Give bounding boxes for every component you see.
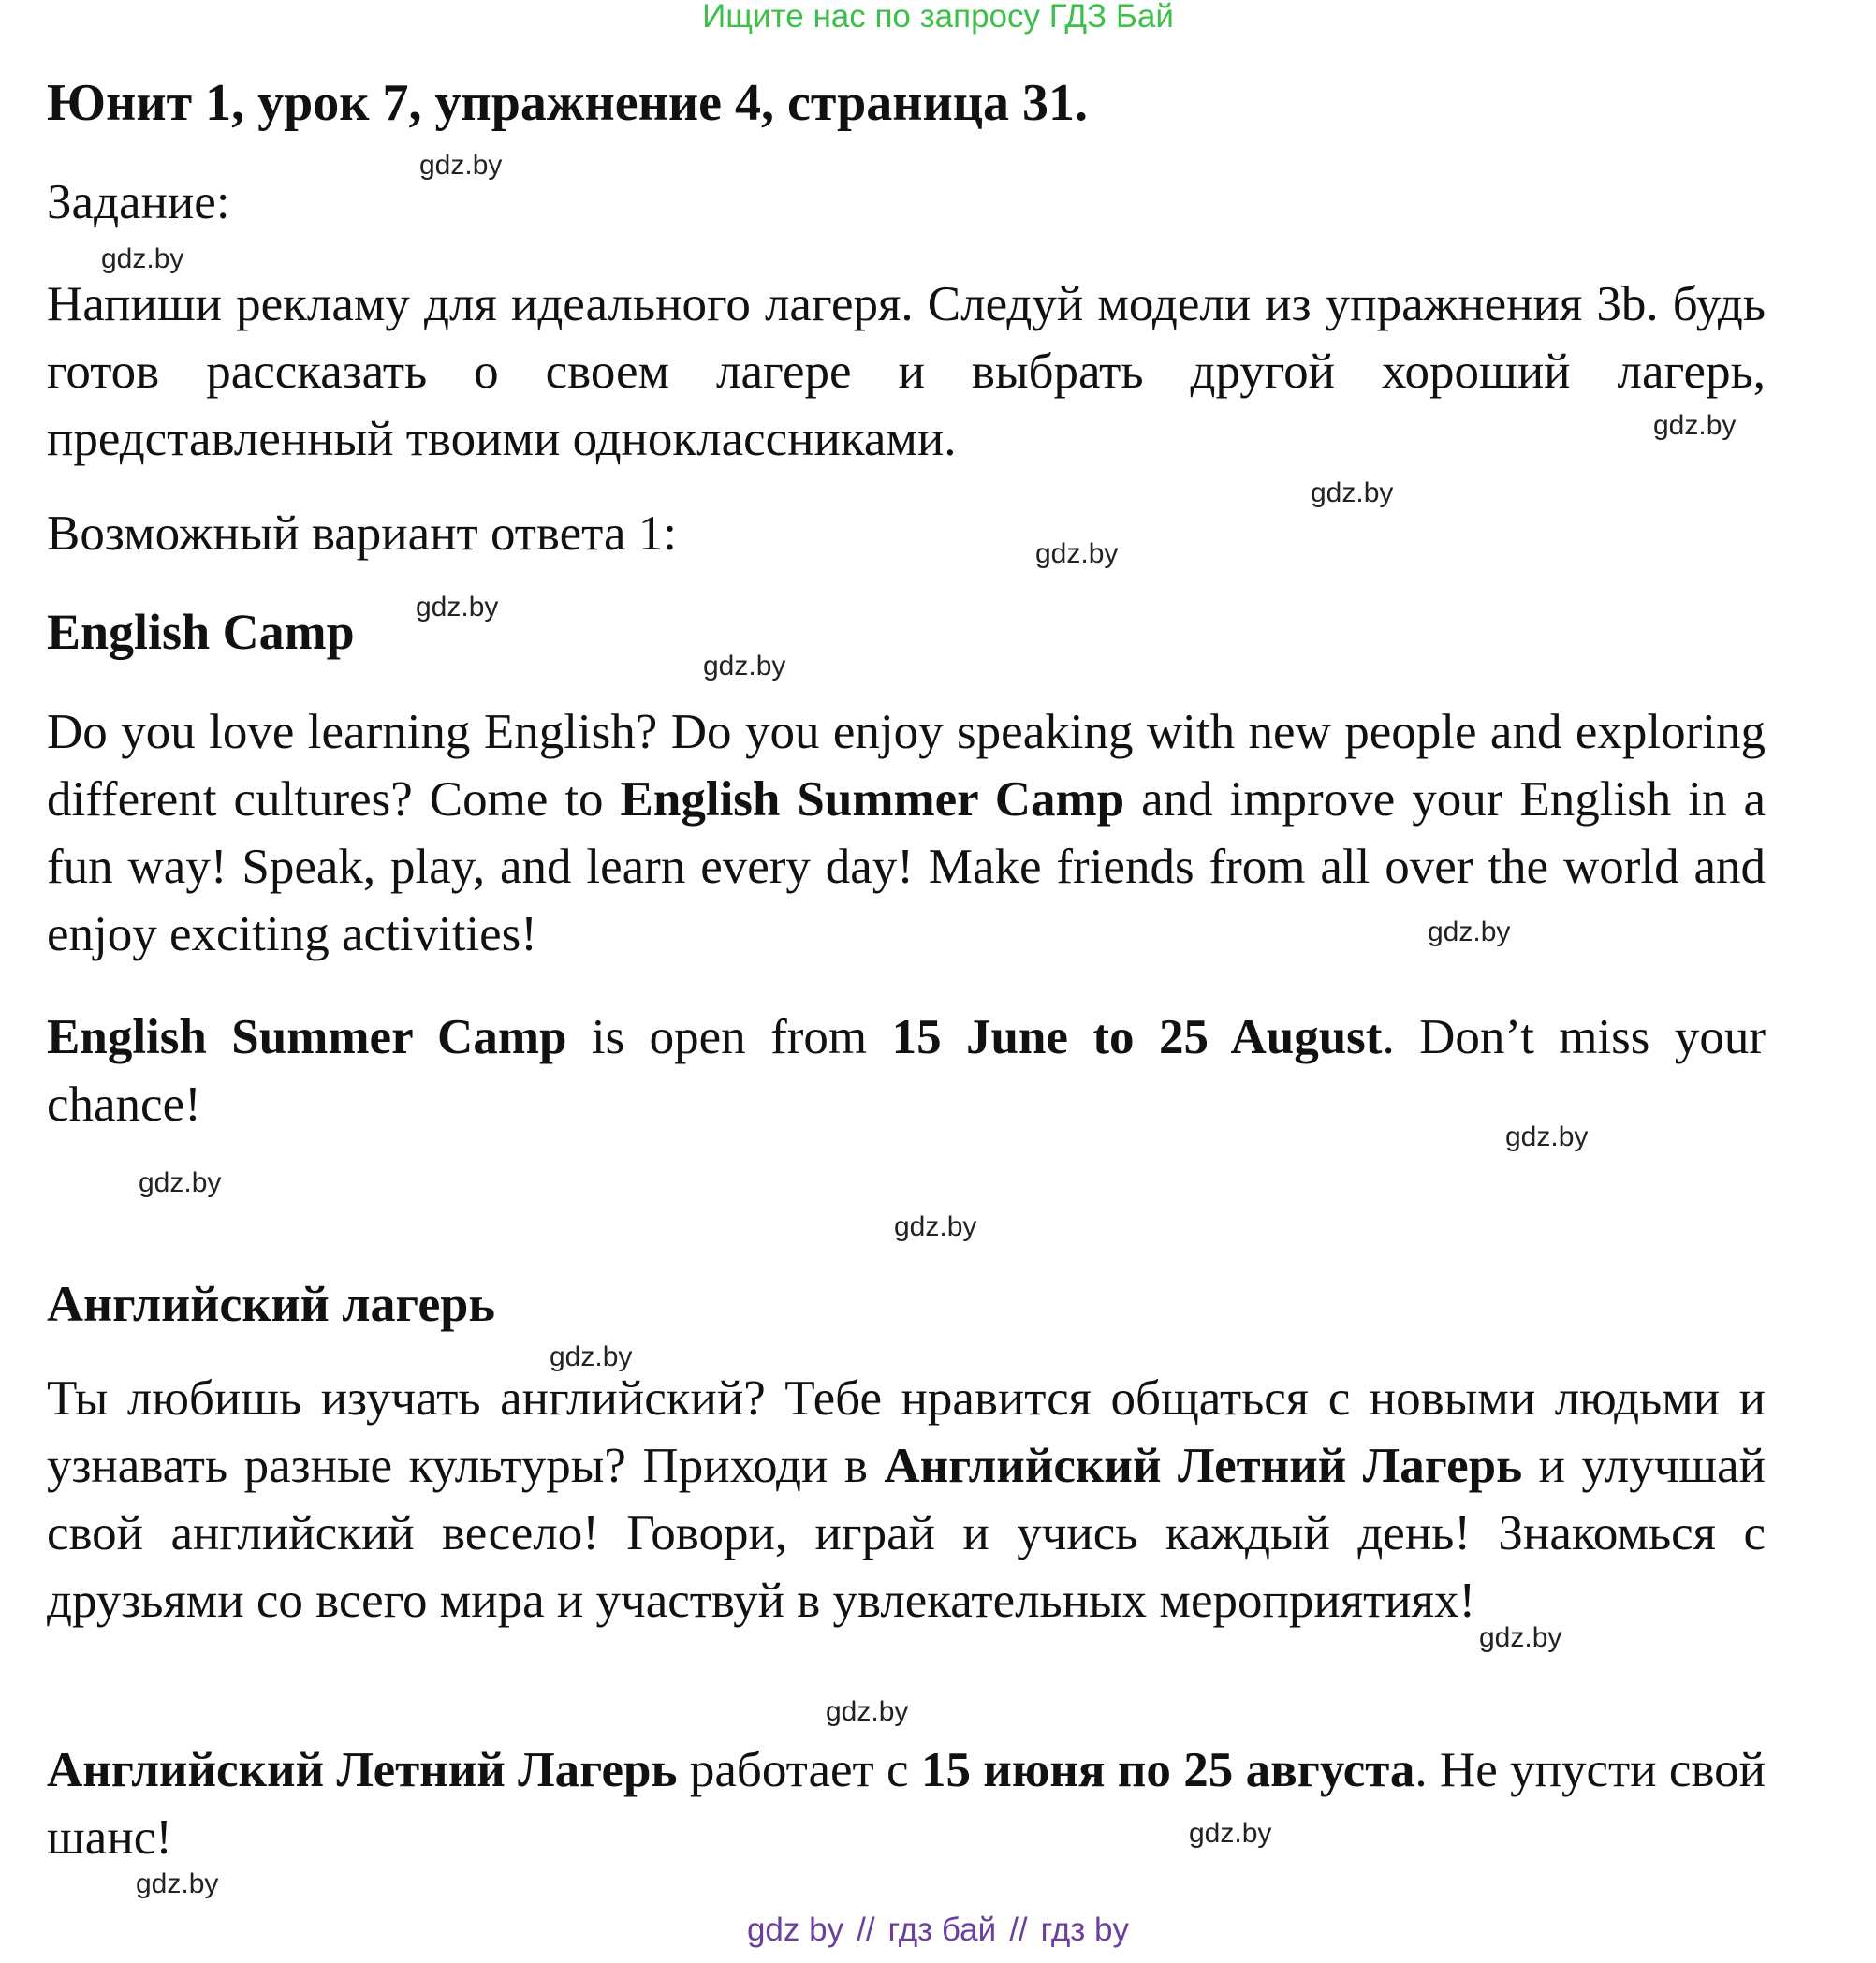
top-banner: Ищите нас по запросу ГДЗ Бай — [702, 0, 1174, 35]
russian-p2-end: . Не упусти свой шанс! — [47, 1743, 1766, 1865]
footer-links — [0, 1910, 1876, 1951]
footer-link-gdz-by-2[interactable]: гдз by — [1040, 1912, 1130, 1948]
watermark: gdz.by — [703, 651, 786, 681]
watermark: gdz.by — [894, 1211, 977, 1242]
watermark: gdz.by — [826, 1696, 909, 1727]
english-p1-start: Do you love learning English? Do you enjoy speaking with new people and exploring different cultures? Come to — [47, 705, 1766, 827]
russian-p1-start: Ты любишь изучать английский? Тебе нравится общаться с новыми людьми и узнавать разные культуры? Приходи в — [47, 1371, 1766, 1493]
english-p1-bold: English Summer Camp — [620, 772, 1125, 827]
russian-p2-bold-2: 15 июня по 25 августа — [920, 1743, 1415, 1797]
footer-link-gdz-bai[interactable]: гдз бай — [887, 1912, 997, 1948]
russian-heading: Английский лагерь — [47, 1276, 495, 1332]
watermark: gdz.by — [1479, 1622, 1562, 1653]
english-p1-end: and improve your English in a fun way! Speak, play, and learn every day! Make friends from all over the world and enjoy exciting activities! — [47, 772, 1766, 961]
watermark: gdz.by — [550, 1341, 633, 1372]
english-p2-mid: is open from — [566, 1010, 892, 1064]
watermark: gdz.by — [1311, 477, 1394, 508]
footer-separator: // — [1009, 1912, 1028, 1948]
russian-p1-bold: Английский Летний Лагерь — [884, 1439, 1523, 1493]
russian-paragraph-1 — [47, 1365, 1766, 1634]
watermark: gdz.by — [139, 1167, 222, 1198]
footer-link-gdz-by[interactable]: gdz by — [746, 1912, 844, 1948]
task-label: Задание: — [47, 175, 230, 229]
watermark: gdz.by — [1505, 1121, 1589, 1152]
russian-p2-bold-1: Английский Летний Лагерь — [47, 1743, 678, 1797]
task-text: Напиши рекламу для идеального лагеря. Следуй модели из упражнения 3b. будь готов рассказать о своем лагере и выбрать другой хороший лагерь, представленный твоими одноклассниками. — [47, 277, 1766, 466]
watermark: gdz.by — [416, 592, 499, 623]
russian-p2-mid: работает с — [677, 1743, 921, 1797]
watermark: gdz.by — [1653, 410, 1737, 441]
watermark: gdz.by — [1428, 916, 1511, 947]
english-p2-bold-2: 15 June to 25 August — [891, 1010, 1383, 1064]
watermark: gdz.by — [1035, 538, 1119, 569]
russian-p1-end: и улучшай свой английский весело! Говори, играй и учись каждый день! Знакомься с друзьями со всего мира и участвуй в увлекательных мероприятиях! — [47, 1439, 1766, 1628]
english-p2-bold-1: English Summer Camp — [47, 1010, 567, 1064]
watermark: gdz.by — [101, 243, 184, 274]
english-heading: English Camp — [47, 604, 355, 660]
footer-separator: // — [857, 1912, 875, 1948]
english-paragraph-2 — [47, 1003, 1766, 1138]
watermark: gdz.by — [136, 1868, 219, 1899]
watermark: gdz.by — [1189, 1818, 1272, 1849]
russian-paragraph-2 — [47, 1736, 1766, 1871]
answer-label: Возможный вариант ответа 1: — [47, 506, 677, 561]
watermark: gdz.by — [419, 150, 503, 181]
page-title: Юнит 1, урок 7, упражнение 4, страница 31. — [47, 74, 1089, 132]
english-p2-end: . Don’t miss your chance! — [47, 1010, 1766, 1132]
